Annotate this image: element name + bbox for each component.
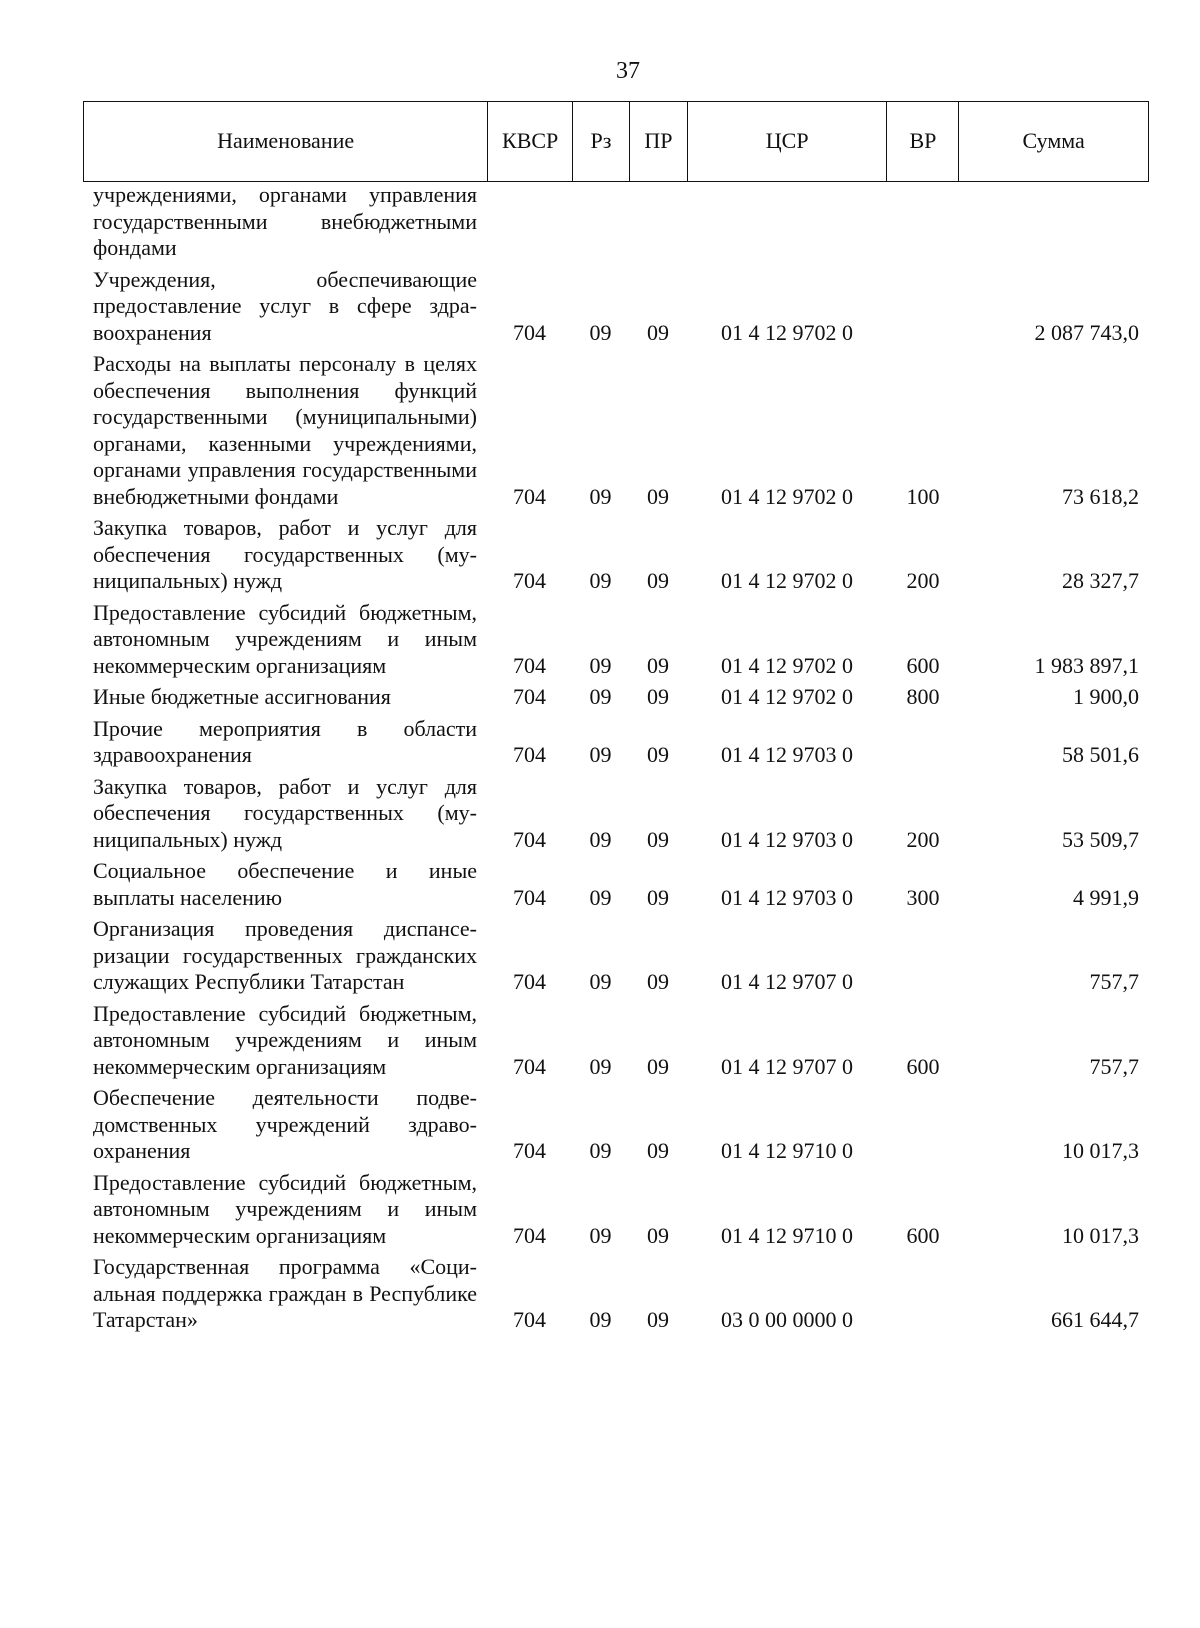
table-row	[83, 684, 1149, 711]
table-header	[83, 101, 1149, 182]
row-name: Закупка товаров, работ и услуг для обеспечения государственных (муниципальных) нужд	[93, 773, 477, 852]
row-csr: 01 4 12 9702 0	[721, 483, 853, 509]
row-rz: 09	[589, 568, 612, 593]
row-kvsr: 704	[513, 1307, 546, 1332]
header-rz: Рз	[572, 102, 629, 181]
row-csr: 01 4 12 9703 0	[721, 742, 853, 767]
row-kvsr: 704	[513, 1138, 546, 1163]
row-kvsr: 704	[513, 1053, 546, 1079]
row-csr: 01 4 12 9710 0	[721, 1138, 853, 1163]
row-kvsr: 704	[513, 1222, 546, 1248]
row-rz: 09	[589, 319, 612, 345]
row-rz: 09	[589, 483, 612, 509]
row-sum: 2 087 743,0	[1034, 319, 1139, 345]
row-vr: 600	[906, 1222, 940, 1248]
row-csr: 01 4 12 9703 0	[721, 884, 853, 910]
row-name: Государственная программа «Социальная поддержка граждан в Республике Татарстан»	[93, 1254, 477, 1332]
header-csr: ЦСР	[687, 102, 887, 181]
row-pr: 09	[647, 568, 669, 593]
row-name: Социальное обеспечение и иные выплаты населению	[93, 858, 477, 910]
table-row	[83, 858, 1149, 911]
row-csr: 03 0 00 0000 0	[721, 1307, 853, 1332]
row-pr: 09	[647, 1307, 669, 1332]
table-row	[83, 1170, 1149, 1250]
row-kvsr: 704	[513, 884, 546, 910]
table-row	[83, 716, 1149, 769]
row-sum: 1 900,0	[1073, 684, 1139, 709]
row-rz: 09	[589, 1053, 612, 1079]
row-name: Учреждения, обеспечивающие предоставление услуг в сфере здравоохранения	[93, 266, 477, 345]
row-kvsr: 704	[513, 652, 546, 678]
row-vr: 300	[906, 884, 940, 910]
row-pr: 09	[647, 684, 669, 709]
row-vr: 600	[906, 652, 940, 678]
row-sum: 10 017,3	[1062, 1138, 1139, 1163]
row-csr: 01 4 12 9702 0	[721, 652, 853, 678]
row-name: Предоставление субсидий бюджетным, автономным учреждениям и иным некоммерческим организациям	[93, 1169, 477, 1248]
row-name: Иные бюджетные ассигнования	[93, 684, 391, 709]
row-sum: 1 983 897,1	[1034, 652, 1139, 678]
row-sum: 661 644,7	[1051, 1307, 1139, 1332]
row-pr: 09	[647, 652, 669, 678]
row-kvsr: 704	[513, 742, 546, 767]
row-vr: 800	[906, 684, 940, 709]
header-pr: ПР	[629, 102, 687, 181]
row-name: Предоставление субсидий бюджетным, автономным учреждениям и иным некоммерческим организациям	[93, 599, 477, 678]
page-number: 37	[616, 58, 640, 84]
row-csr: 01 4 12 9702 0	[721, 684, 853, 709]
row-rz: 09	[589, 826, 612, 852]
row-rz: 09	[589, 1307, 612, 1332]
row-csr: 01 4 12 9702 0	[721, 319, 853, 345]
table-row	[83, 182, 1149, 262]
row-vr: 200	[906, 826, 940, 852]
row-name: Закупка товаров, работ и услуг для обеспечения государственных (муниципальных) нужд	[93, 515, 477, 593]
row-csr: 01 4 12 9707 0	[721, 1053, 853, 1079]
row-rz: 09	[589, 684, 612, 709]
table-body	[83, 182, 1149, 1334]
row-kvsr: 704	[513, 684, 546, 709]
row-csr: 01 4 12 9702 0	[721, 568, 853, 593]
row-sum: 10 017,3	[1062, 1222, 1139, 1248]
row-sum: 58 501,6	[1062, 742, 1139, 767]
row-pr: 09	[647, 826, 669, 852]
row-name: Расходы на выплаты персоналу в целях обеспечения выполнения функций государственными (муниципальными) органами, казенными учреждениями, органами управления государственными внебюджетными фондами	[93, 351, 477, 509]
header-sum: Сумма	[958, 102, 1148, 181]
row-sum: 28 327,7	[1062, 568, 1139, 593]
table-row	[83, 1001, 1149, 1081]
row-rz: 09	[589, 884, 612, 910]
row-pr: 09	[647, 742, 669, 767]
row-pr: 09	[647, 969, 669, 994]
row-pr: 09	[647, 1053, 669, 1079]
row-rz: 09	[589, 969, 612, 994]
header-kvsr: КВСР	[487, 102, 572, 181]
table-row	[83, 1085, 1149, 1165]
row-pr: 09	[647, 319, 669, 345]
table-row	[83, 351, 1149, 510]
row-pr: 09	[647, 884, 669, 910]
row-kvsr: 704	[513, 483, 546, 509]
row-name: учреждениями, органами управления государственными внебюджетными фондами	[93, 182, 477, 260]
row-rz: 09	[589, 742, 612, 767]
table-row	[83, 600, 1149, 680]
table-row	[83, 916, 1149, 996]
header-vr: ВР	[886, 102, 958, 181]
table-row	[83, 267, 1149, 347]
table-row	[83, 774, 1149, 854]
row-name: Предоставление субсидий бюджетным, автономным учреждениям и иным некоммерческим организациям	[93, 1000, 477, 1079]
header-name: Наименование	[217, 128, 355, 154]
row-vr: 600	[906, 1053, 940, 1079]
row-rz: 09	[589, 1222, 612, 1248]
row-vr: 100	[906, 483, 940, 509]
row-sum: 53 509,7	[1062, 826, 1139, 852]
row-sum: 757,7	[1089, 969, 1139, 994]
row-csr: 01 4 12 9710 0	[721, 1222, 853, 1248]
budget-table	[83, 101, 1149, 1339]
row-kvsr: 704	[513, 826, 546, 852]
row-sum: 73 618,2	[1062, 483, 1139, 509]
row-csr: 01 4 12 9703 0	[721, 826, 853, 852]
row-name: Организация проведения диспансеризации государственных гражданских служащих Республики Татарстан	[93, 916, 477, 994]
table-row	[83, 515, 1149, 595]
row-sum: 757,7	[1089, 1053, 1139, 1079]
row-kvsr: 704	[513, 319, 546, 345]
table-row	[83, 1254, 1149, 1334]
row-kvsr: 704	[513, 568, 546, 593]
row-rz: 09	[589, 652, 612, 678]
row-pr: 09	[647, 483, 669, 509]
row-rz: 09	[589, 1138, 612, 1163]
row-name: Обеспечение деятельности подведомственных учреждений здравоохранения	[93, 1085, 477, 1163]
row-csr: 01 4 12 9707 0	[721, 969, 853, 994]
row-vr: 200	[906, 568, 940, 593]
row-name: Прочие мероприятия в области здравоохранения	[93, 715, 477, 767]
row-pr: 09	[647, 1222, 669, 1248]
row-pr: 09	[647, 1138, 669, 1163]
row-sum: 4 991,9	[1073, 884, 1139, 910]
row-kvsr: 704	[513, 969, 546, 994]
